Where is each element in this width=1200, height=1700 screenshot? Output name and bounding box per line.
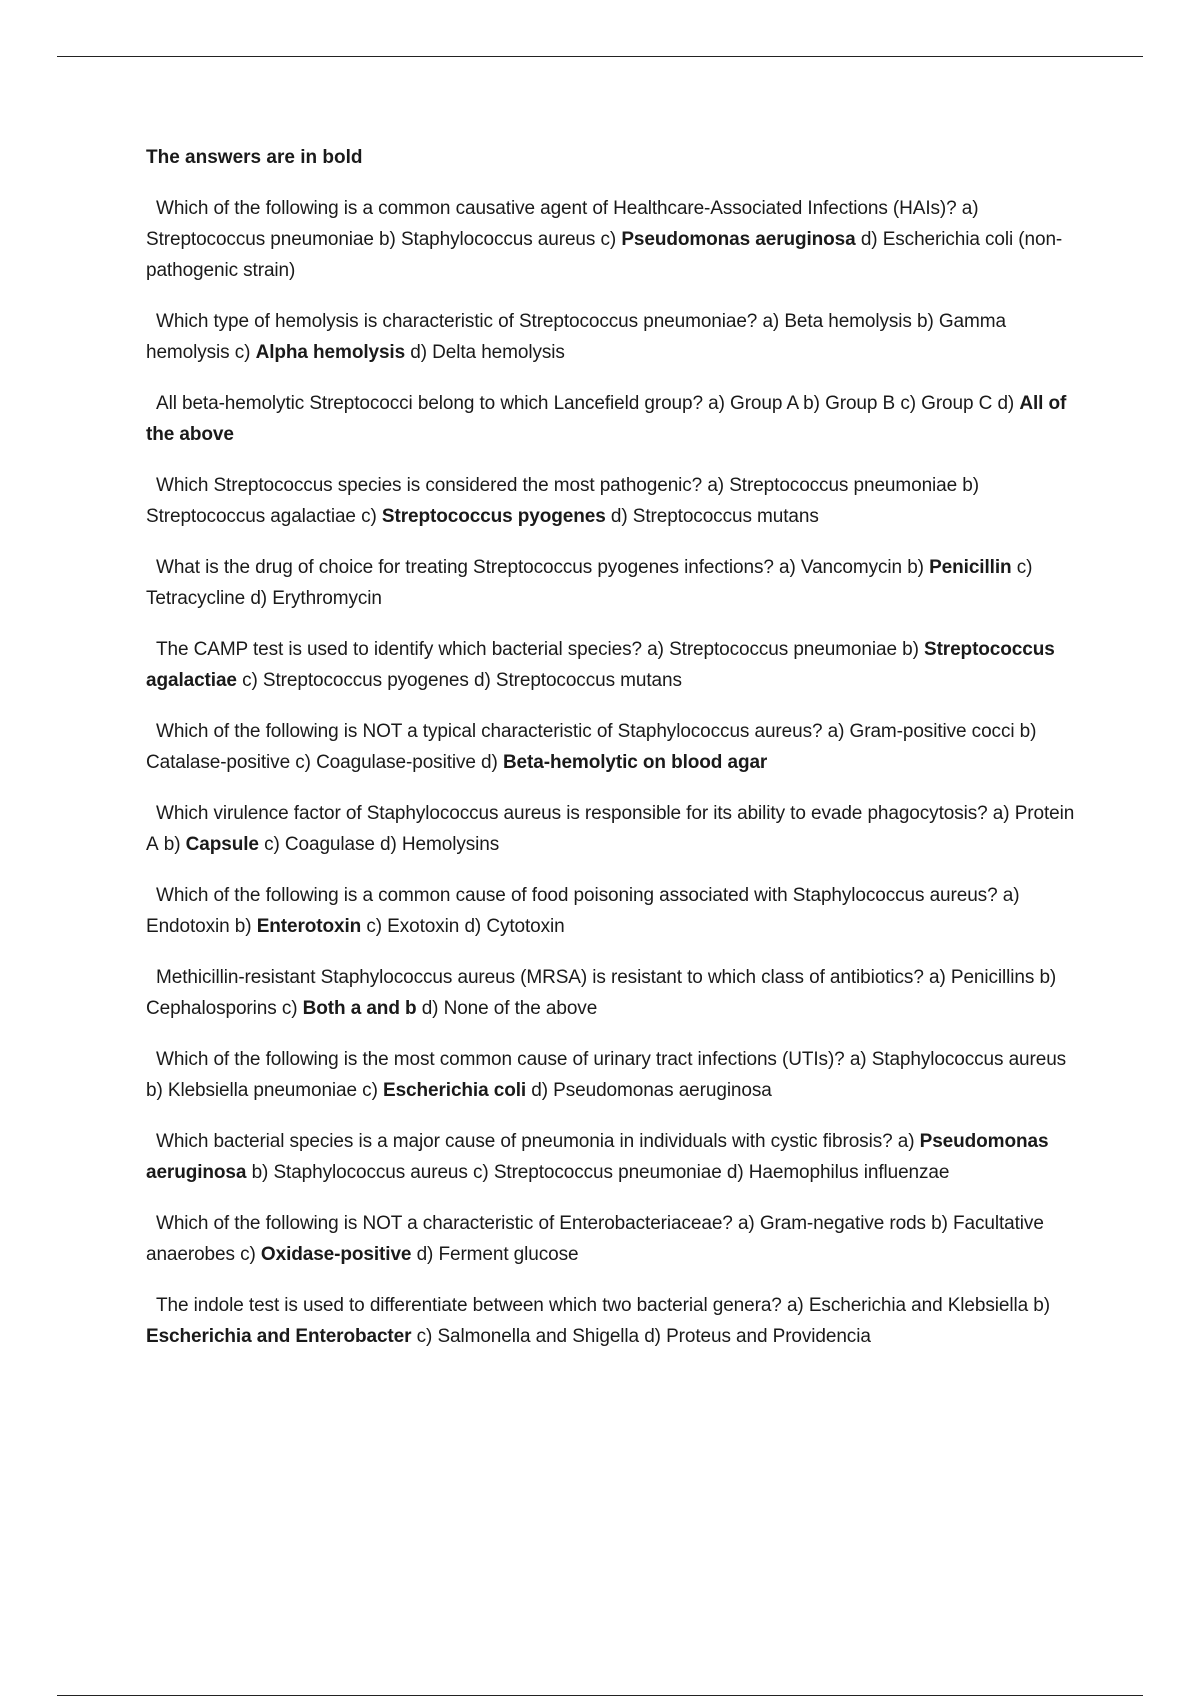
document-body (146, 143, 1086, 1372)
question-item (146, 306, 1086, 368)
option-letter: a) (992, 803, 1010, 824)
question-stem: Which type of hemolysis is characteristic of Streptococcus pneumoniae? (156, 311, 758, 332)
question-stem: The CAMP test is used to identify which bacterial species? (156, 639, 642, 660)
option-letter: d) (481, 752, 498, 773)
option-text: Streptococcus pneumoniae (146, 229, 374, 250)
option-letter: c) (264, 834, 280, 855)
option-text: Tetracycline (146, 588, 246, 609)
option-letter: d) (610, 506, 628, 527)
option-letter: b) (916, 311, 934, 332)
correct-answer: Penicillin (929, 557, 1012, 578)
option-letter: d) (726, 1162, 744, 1183)
question-item (146, 798, 1086, 860)
option-text: Streptococcus mutans (495, 670, 682, 691)
option-text: Gamma hemolysis (146, 311, 1006, 363)
option-text: Hemolysins (401, 834, 500, 855)
correct-answer: Escherichia and Enterobacter (146, 1326, 412, 1347)
option-letter: b) (931, 1213, 948, 1234)
option-letter: c) (281, 998, 298, 1019)
option-letter: a) (849, 1049, 867, 1070)
question-stem: Which Streptococcus species is considered the most pathogenic? (156, 475, 703, 496)
question-stem: The indole test is used to differentiate between which two bacterial genera? (156, 1295, 782, 1316)
option-letter: b) (163, 834, 181, 855)
header-rule (57, 56, 1143, 57)
option-letter: c) (361, 506, 377, 527)
question-stem: Which of the following is the most common cause of urinary tract infections (UTIs)? (156, 1049, 845, 1070)
option-text: Group A (730, 393, 798, 414)
question-item (146, 388, 1086, 450)
option-letter: b) (146, 1080, 163, 1101)
option-letter: a) (647, 639, 664, 660)
option-letter: c) (234, 342, 251, 363)
option-letter: c) (240, 1244, 256, 1265)
option-text: Streptococcus pneumoniae (669, 639, 897, 660)
option-letter: b) (962, 475, 979, 496)
option-letter: d) (860, 229, 878, 250)
option-letter: d) (410, 342, 427, 363)
correct-answer: Streptococcus agalactiae (146, 639, 1055, 691)
correct-answer: Streptococcus pyogenes (381, 506, 606, 527)
question-stem: All beta-hemolytic Streptococci belong to which Lancefield group? (156, 393, 703, 414)
option-text: Gram-negative rods (759, 1213, 926, 1234)
option-text: Group B (825, 393, 896, 414)
correct-answer: Pseudomonas aeruginosa (621, 229, 856, 250)
option-letter: a) (897, 1131, 915, 1152)
question-stem: Which of the following is NOT a typical characteristic of Staphylococcus aureus? (156, 721, 823, 742)
option-text: Gram-positive cocci (849, 721, 1015, 742)
option-letter: a) (928, 967, 946, 988)
option-text: Escherichia and Klebsiella (808, 1295, 1029, 1316)
option-text: Group C (921, 393, 993, 414)
question-stem: Which bacterial species is a major cause of pneumonia in individuals with cystic fibrosis? (156, 1131, 893, 1152)
option-letter: a) (779, 557, 796, 578)
option-letter: c) (416, 1326, 433, 1347)
option-text: Cytotoxin (486, 916, 565, 937)
option-letter: b) (1039, 967, 1057, 988)
option-letter: d) (421, 998, 439, 1019)
option-letter: a) (827, 721, 845, 742)
option-text: Streptococcus pneumoniae (729, 475, 958, 496)
option-letter: d) (464, 916, 482, 937)
option-text: Haemophilus influenzae (748, 1162, 950, 1183)
option-letter: b) (803, 393, 820, 414)
option-text: Facultative anaerobes (146, 1213, 1044, 1265)
option-text: Streptococcus pyogenes (262, 670, 469, 691)
option-letter: c) (473, 1162, 489, 1183)
option-letter: d) (997, 393, 1015, 414)
option-letter: a) (737, 1213, 755, 1234)
option-text: None of the above (443, 998, 598, 1019)
option-text: Pseudomonas aeruginosa (553, 1080, 772, 1101)
option-letter: d) (380, 834, 397, 855)
correct-answer: Pseudomonas aeruginosa (146, 1131, 1049, 1183)
option-text: Staphylococcus aureus (871, 1049, 1067, 1070)
option-letter: d) (473, 670, 491, 691)
option-letter: c) (366, 916, 382, 937)
option-text: Beta hemolysis (784, 311, 912, 332)
question-item (146, 552, 1086, 614)
option-text: Staphylococcus aureus (400, 229, 596, 250)
option-letter: d) (250, 588, 268, 609)
option-text: Cephalosporins (146, 998, 277, 1019)
question-stem: Methicillin-resistant Staphylococcus aureus (MRSA) is resistant to which class of antibiotics? (156, 967, 924, 988)
option-letter: c) (600, 229, 617, 250)
question-item (146, 634, 1086, 696)
correct-answer: Escherichia coli (383, 1080, 527, 1101)
option-letter: c) (900, 393, 916, 414)
option-text: Endotoxin (146, 916, 230, 937)
option-text: Escherichia coli (non-pathogenic strain) (146, 229, 1063, 281)
option-text: Salmonella and Shigella (437, 1326, 639, 1347)
correct-answer: Beta-hemolytic on blood agar (502, 752, 768, 773)
question-item (146, 880, 1086, 942)
correct-answer: Alpha hemolysis (255, 342, 406, 363)
option-text: Exotoxin (387, 916, 460, 937)
footer-rule (57, 1695, 1143, 1696)
option-text: Catalase-positive (146, 752, 291, 773)
option-text: Vancomycin (800, 557, 903, 578)
option-letter: a) (1002, 885, 1020, 906)
option-letter: c) (1016, 557, 1033, 578)
option-letter: c) (362, 1080, 378, 1101)
option-text: Streptococcus pneumoniae (493, 1162, 722, 1183)
option-letter: a) (961, 198, 979, 219)
option-text: Delta hemolysis (432, 342, 565, 363)
question-stem: Which virulence factor of Staphylococcus aureus is responsible for its ability to evade phagocytosis? (156, 803, 988, 824)
option-letter: d) (416, 1244, 434, 1265)
option-text: Penicillins (950, 967, 1035, 988)
correct-answer: Capsule (185, 834, 259, 855)
option-text: Proteus and Providencia (666, 1326, 871, 1347)
correct-answer: All of the above (146, 393, 1067, 445)
question-list (146, 193, 1086, 1352)
question-stem: Which of the following is a common cause of food poisoning associated with Staphylococcus aureus? (156, 885, 998, 906)
option-letter: b) (1019, 721, 1037, 742)
option-letter: c) (242, 670, 258, 691)
option-letter: b) (251, 1162, 269, 1183)
question-item (146, 470, 1086, 532)
question-stem: What is the drug of choice for treating Streptococcus pyogenes infections? (156, 557, 774, 578)
option-text: Protein A (146, 803, 1075, 855)
option-letter: a) (786, 1295, 804, 1316)
option-letter: d) (531, 1080, 548, 1101)
option-letter: d) (644, 1326, 661, 1347)
option-letter: b) (379, 229, 396, 250)
question-item (146, 1126, 1086, 1188)
option-letter: b) (907, 557, 924, 578)
option-text: Staphylococcus aureus (273, 1162, 468, 1183)
correct-answer: Enterotoxin (256, 916, 362, 937)
question-item (146, 1044, 1086, 1106)
question-item (146, 962, 1086, 1024)
option-text: Coagulase-positive (316, 752, 476, 773)
question-item (146, 1208, 1086, 1270)
correct-answer: Oxidase-positive (260, 1244, 412, 1265)
option-letter: b) (1033, 1295, 1050, 1316)
option-letter: b) (902, 639, 919, 660)
option-letter: c) (295, 752, 311, 773)
answers-note-heading: The answers are in bold (146, 147, 363, 168)
question-item (146, 1290, 1086, 1352)
option-text: Erythromycin (272, 588, 382, 609)
question-item (146, 716, 1086, 778)
option-letter: b) (234, 916, 252, 937)
option-text: Coagulase (284, 834, 375, 855)
option-text: Streptococcus mutans (632, 506, 819, 527)
option-text: Ferment glucose (438, 1244, 579, 1265)
question-stem: Which of the following is NOT a characteristic of Enterobacteriaceae? (156, 1213, 733, 1234)
option-text: Streptococcus agalactiae (146, 506, 356, 527)
option-letter: a) (762, 311, 780, 332)
option-letter: a) (708, 393, 725, 414)
option-text: Klebsiella pneumoniae (167, 1080, 357, 1101)
question-item (146, 193, 1086, 286)
option-letter: a) (707, 475, 725, 496)
question-stem: Which of the following is a common causative agent of Healthcare-Associated Infections (HAIs)? (156, 198, 957, 219)
correct-answer: Both a and b (302, 998, 417, 1019)
